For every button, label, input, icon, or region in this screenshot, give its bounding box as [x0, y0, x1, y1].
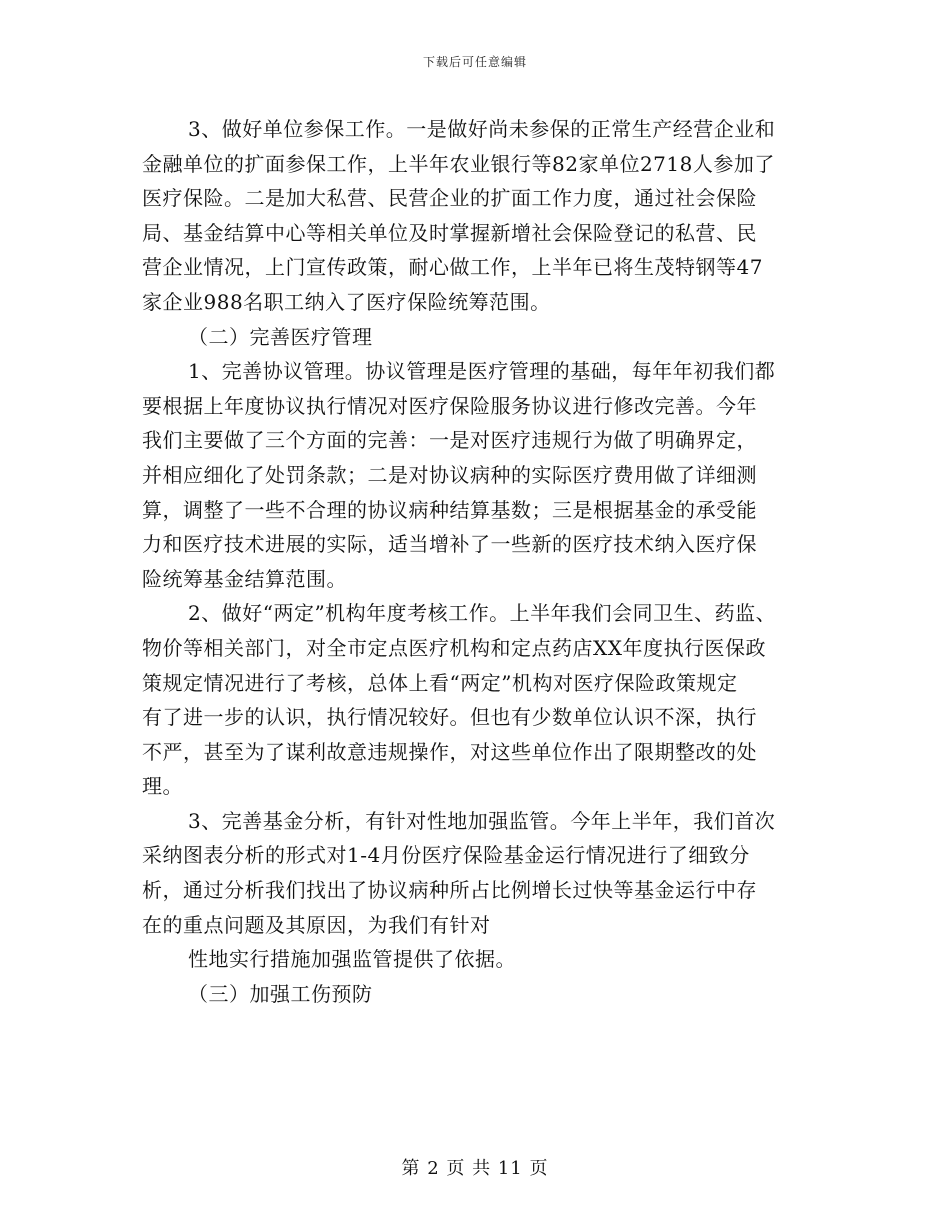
- paragraph-line: 局、基金结算中心等相关单位及时掌握新增社会保险登记的私营、民: [142, 220, 757, 245]
- paragraph-line: 不严，甚至为了谋利故意违规操作，对这些单位作出了限期整改的处: [142, 739, 757, 764]
- paragraph-line: 有了进一步的认识，执行情况较好。但也有少数单位认识不深，执行: [142, 705, 757, 730]
- paragraph-line: 在的重点问题及其原因，为我们有针对: [142, 912, 491, 937]
- paragraph-line: 我们主要做了三个方面的完善：一是对医疗违规行为做了明确界定，: [142, 428, 757, 453]
- paragraph-line: 要根据上年度协议执行情况对医疗保险服务协议进行修改完善。今年: [142, 393, 757, 418]
- paragraph-line: 策规定情况进行了考核，总体上看“两定”机构对医疗保险政策规定: [142, 670, 738, 695]
- paragraph-line: 3、完善基金分析，有针对性地加强监管。今年上半年，我们首次: [188, 808, 776, 833]
- section-heading: （三）加强工伤预防: [188, 981, 373, 1006]
- paragraph-line: 2、做好“两定”机构年度考核工作。上半年我们会同卫生、药监、: [188, 601, 777, 626]
- page-footer: 第 2 页 共 11 页: [401, 1158, 549, 1179]
- paragraph-line: 性地实行措施加强监管提供了依据。: [188, 947, 516, 972]
- section-heading: （二）完善医疗管理: [188, 324, 373, 349]
- paragraph-line: 金融单位的扩面参保工作，上半年农业银行等82家单位2718人参加了: [142, 151, 775, 176]
- paragraph-line: 营企业情况，上门宣传政策，耐心做工作，上半年已将生茂特钢等47: [142, 255, 763, 280]
- paragraph-line: 家企业988名职工纳入了医疗保险统筹范围。: [142, 289, 551, 314]
- paragraph-line: 险统筹基金结算范围。: [142, 566, 347, 591]
- paragraph-line: 算，调整了一些不合理的协议病种结算基数；三是根据基金的承受能: [142, 497, 757, 522]
- paragraph-line: 理。: [142, 774, 183, 799]
- page-header: 下载后可任意编辑: [422, 55, 527, 69]
- paragraph-line: 力和医疗技术进展的实际，适当增补了一些新的医疗技术纳入医疗保: [142, 532, 757, 557]
- paragraph-line: 析，通过分析我们找出了协议病种所占比例增长过快等基金运行中存: [142, 878, 757, 903]
- paragraph-line: 物价等相关部门，对全市定点医疗机构和定点药店XX年度执行医保政: [142, 635, 766, 660]
- paragraph-line: 并相应细化了处罚条款；二是对协议病种的实际医疗费用做了详细测: [142, 462, 757, 487]
- paragraph-line: 采纳图表分析的形式对1-4月份医疗保险基金运行情况进行了细致分: [142, 843, 750, 868]
- document-body: [142, 112, 832, 1011]
- paragraph-line: 3、做好单位参保工作。一是做好尚未参保的正常生产经营企业和: [188, 117, 776, 141]
- paragraph-line: 1、完善协议管理。协议管理是医疗管理的基础，每年年初我们都: [188, 359, 776, 384]
- paragraph-line: 医疗保险。二是加大私营、民营企业的扩面工作力度，通过社会保险: [142, 186, 757, 211]
